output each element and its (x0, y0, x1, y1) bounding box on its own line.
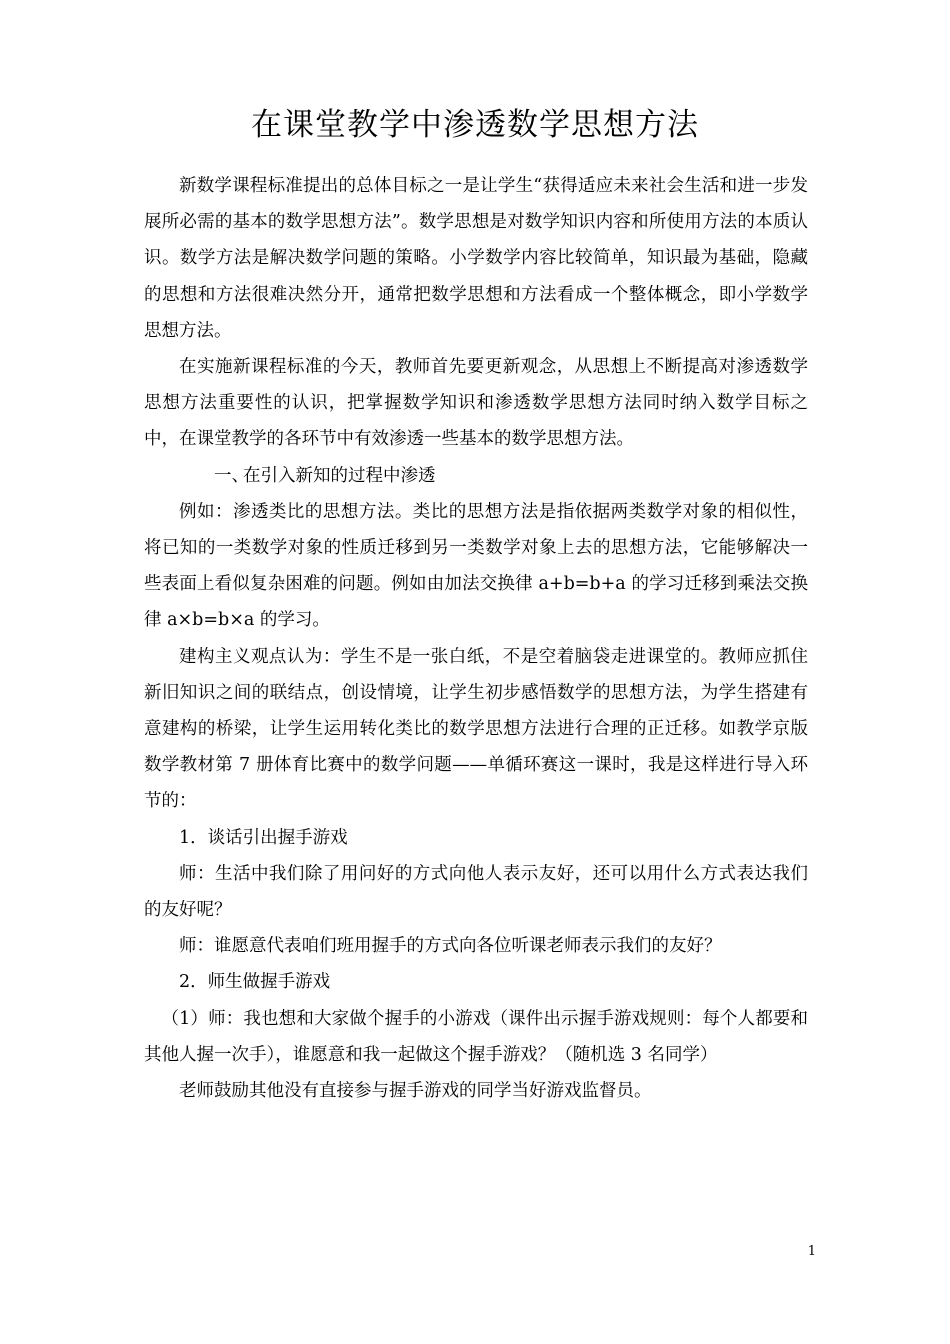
section-heading-number: 一、 (214, 465, 249, 486)
step-heading-1: 1．谈话引出握手游戏 (179, 827, 348, 848)
paragraph-constructivism: 建构主义观点认为：学生不是一张白纸，不是空着脑袋走进课堂的。教师应抓住新旧知识之间的联结点，创设情境，让学生初步感悟数学的思想方法，为学生搭建有意建构的桥梁，让学生运用转化类比的数学思想方法进行合理的正迁移。如教学京版数学教材第 7 册体育比赛中的数学问题——单循环赛这一课时，我是这样进行导入环节的： (144, 646, 808, 812)
document-body (144, 168, 808, 1109)
page-number: 1 (807, 1244, 816, 1259)
paragraph-teacher-question-1: 师：生活中我们除了用问好的方式向他人表示友好，还可以用什么方式表达我们的友好呢？ (144, 863, 808, 921)
section-heading-1 (144, 458, 808, 494)
paragraph-handshake-game: （1）师：我也想和大家做个握手的小游戏（课件出示握手游戏规则：每个人都要和其他人握一次手），谁愿意和我一起做这个握手游戏？（随机选 3 名同学） (144, 1008, 808, 1065)
paragraph-teacher-concept: 在实施新课程标准的今天，教师首先要更新观念，从思想上不断提高对渗透数学思想方法重要性的认识，把掌握数学知识和渗透数学思想方法同时纳入数学目标之中，在课堂教学的各环节中有效渗透一些基本的数学思想方法。 (144, 357, 808, 450)
section-heading-text: 在引入新知的过程中渗透 (243, 465, 436, 486)
document-title: 在课堂教学中渗透数学思想方法 (251, 107, 699, 143)
paragraph-supervisors: 老师鼓励其他没有直接参与握手游戏的同学当好游戏监督员。 (179, 1081, 652, 1102)
paragraph-intro: 新数学课程标准提出的总体目标之一是让学生“获得适应未来社会生活和进一步发展所必需的基本的数学思想方法”。数学思想是对数学知识内容和所使用方法的本质认识。数学方法是解决数学问题的策略。小学数学内容比较简单，知识最为基础，隐藏的思想和方法很难决然分开，通常把数学思想和方法看成一个整体概念，即小学数学思想方法。 (144, 176, 808, 341)
step-heading-2: 2．师生做握手游戏 (179, 972, 331, 993)
paragraph-analogy: 例如：渗透类比的思想方法。类比的思想方法是指依据两类数学对象的相似性，将已知的一类数学对象的性质迁移到另一类数学对象上去的思想方法，它能够解决一些表面上看似复杂困难的问题。例如由加法交换律 a+b=b+a 的学习迁移到乘法交换律 a×b=b×a 的学习。 (144, 501, 808, 631)
paragraph-teacher-question-2: 师：谁愿意代表咱们班用握手的方式向各位听课老师表示我们的友好？ (179, 936, 722, 957)
